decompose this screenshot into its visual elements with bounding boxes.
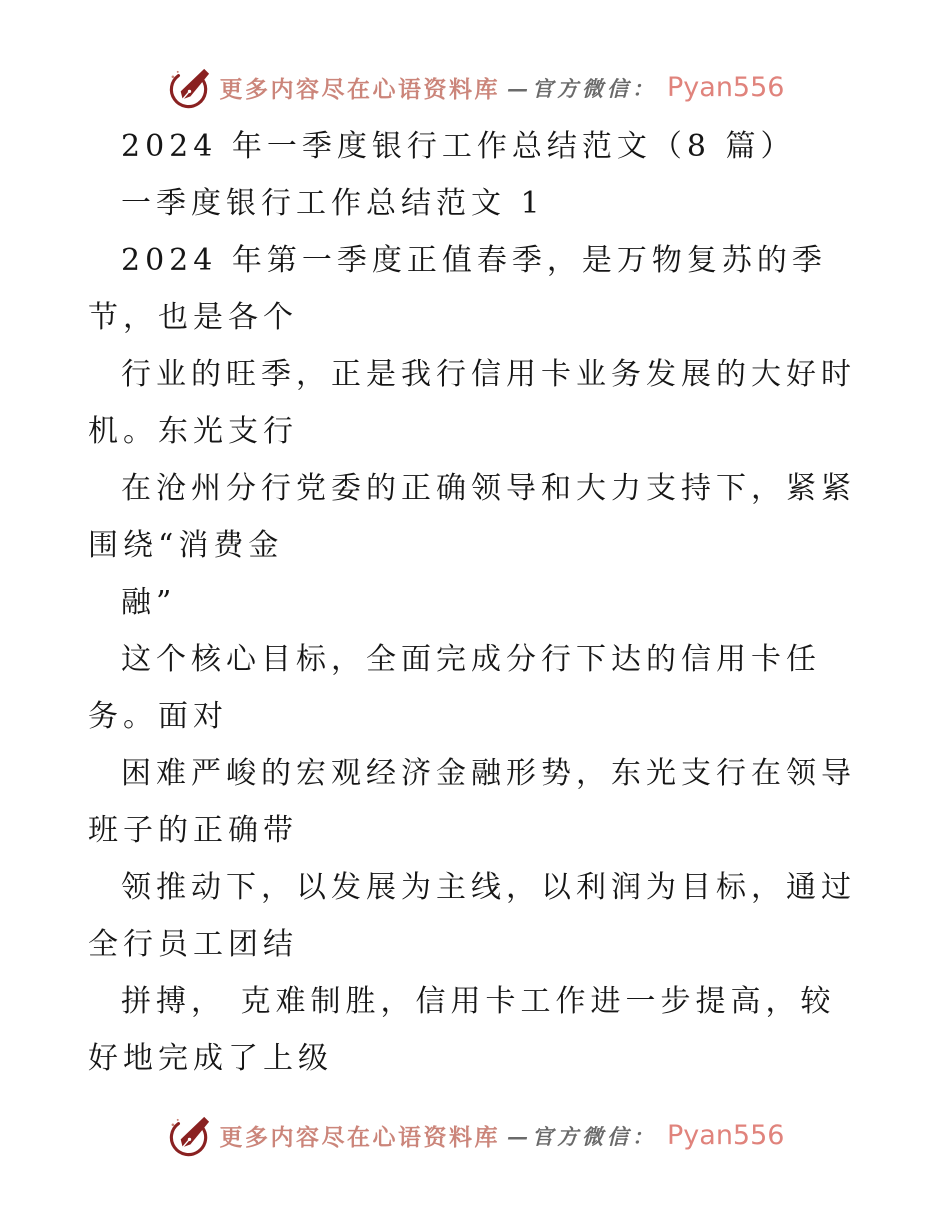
header-watermark xyxy=(0,64,950,111)
text-line-body: 领推动下，以发展为主线，以利润为目标，通过 xyxy=(121,870,856,905)
pen-circle-logo-icon xyxy=(166,64,213,111)
text-line-body: 在沧州分行党委的正确领导和大力支持下，紧紧 xyxy=(121,471,856,506)
text-line-body: 2024 年第一季度正值春季，是万物复苏的季 xyxy=(121,243,827,278)
watermark-wechat-id: Pyan556 xyxy=(667,72,785,103)
text-line-body: 班子的正确带 xyxy=(88,813,298,848)
text-line-body: 融” xyxy=(121,585,177,620)
text-line-body: 这个核心目标，全面完成分行下达的信用卡任 xyxy=(121,642,821,677)
text-line-body: 围绕“消费金 xyxy=(88,528,284,563)
pen-circle-logo-icon xyxy=(166,1112,213,1159)
text-line-body: 节，也是各个 xyxy=(88,300,298,335)
watermark-wechat-label: —官方微信： xyxy=(507,75,658,101)
text-line-body: 行业的旺季，正是我行信用卡业务发展的大好时 xyxy=(121,357,856,392)
text-line-body: 拼搏， 克难制胜，信用卡工作进一步提高，较 xyxy=(121,984,836,1019)
footer-watermark xyxy=(0,1112,950,1159)
watermark-site-label: 更多内容尽在心语资料库 xyxy=(219,76,501,103)
text-line-body: 全行员工团结 xyxy=(88,927,298,962)
document-body xyxy=(88,118,888,1087)
text-line-title: 2024 年一季度银行工作总结范文（8 篇） xyxy=(121,129,796,164)
text-line-body: 机。东光支行 xyxy=(88,414,298,449)
watermark-wechat-label: —官方微信： xyxy=(507,1123,658,1149)
watermark-wechat-id: Pyan556 xyxy=(667,1120,785,1151)
text-line-body: 务。面对 xyxy=(88,699,228,734)
watermark-site-label: 更多内容尽在心语资料库 xyxy=(219,1124,501,1151)
text-line-body: 好地完成了上级 xyxy=(88,1041,333,1076)
text-line-body: 困难严峻的宏观经济金融形势，东光支行在领导 xyxy=(121,756,856,791)
text-line-subtitle: 一季度银行工作总结范文 1 xyxy=(121,186,545,221)
